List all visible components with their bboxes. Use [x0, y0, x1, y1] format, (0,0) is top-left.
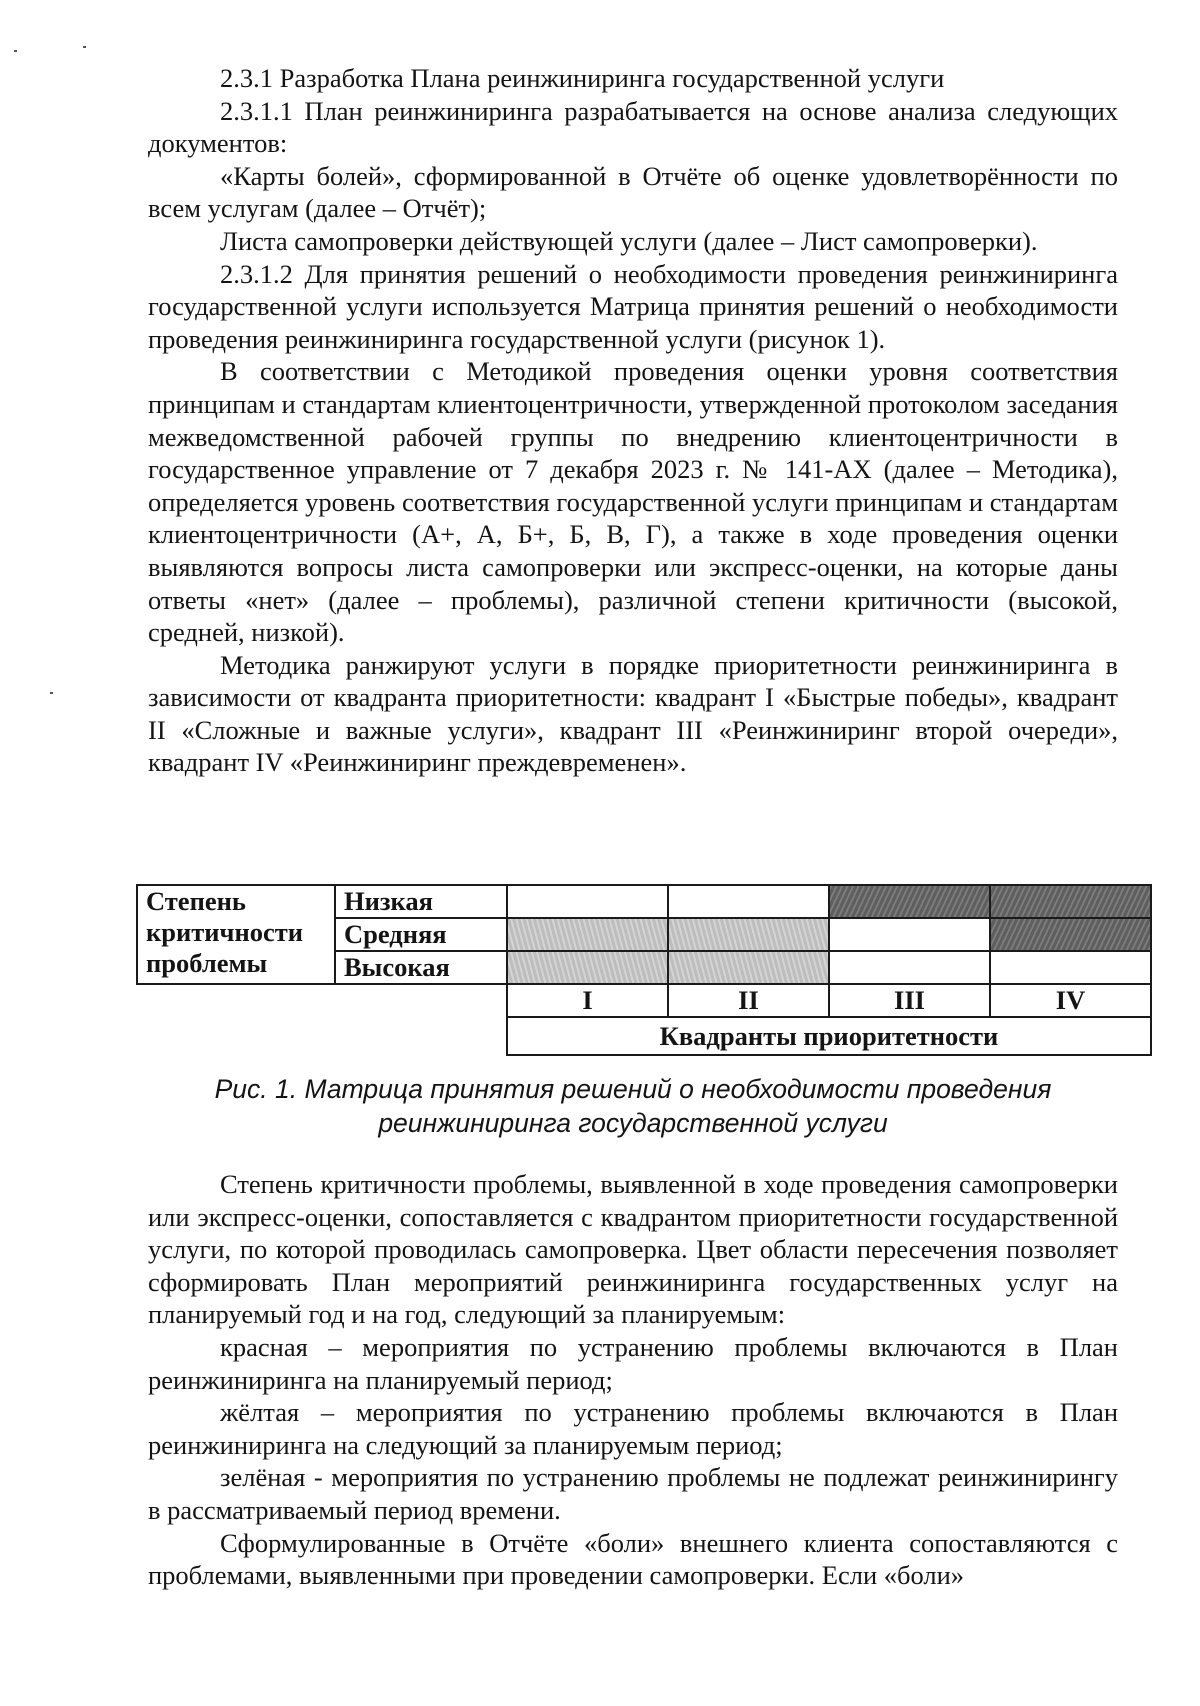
paragraph: В соответствии с Методикой проведения оценки уровня соответствия принципам и стандартам клиентоцентричности, утвержденной протоколом заседания межведомственной рабочей группы по внедрению клиентоцентричности в государственное управление от 7 декабря 2023 г. № 141-АХ (далее – Методика), определяется уровень соответствия государственной услуги принципам и стандартам клиентоцентричности (А+, А, Б+, Б, В, Г), а также в ходе проведения оценки выявляются вопросы листа самопроверки или экспресс-оценки, на которые даны ответы «нет» (далее – проблемы), различной степени критичности (высокой, средней, низкой).	[148, 356, 1118, 648]
figure-caption	[148, 1072, 1118, 1140]
criticality-header-line: Степень	[146, 886, 246, 916]
matrix-blank	[137, 984, 507, 1017]
caption-line: Рис. 1. Матрица принятия решений о необходимости проведения	[214, 1074, 1052, 1104]
caption-line: реинжиниринга государственной услуги	[378, 1108, 888, 1138]
criticality-header-line: критичности	[146, 917, 304, 947]
top-text	[148, 62, 1118, 779]
scan-speck	[83, 46, 86, 48]
paragraph: зелёная - мероприятия по устранению проблемы не подлежат реинжинирингу в рассматриваемый период времени.	[148, 1462, 1118, 1525]
matrix-cell	[507, 951, 668, 984]
matrix-cell	[990, 951, 1151, 984]
paragraph: Листа самопроверки действующей услуги (далее – Лист самопроверки).	[220, 225, 1038, 256]
level-low: Низкая	[335, 885, 507, 918]
level-high: Высокая	[335, 951, 507, 984]
matrix-cell	[507, 918, 668, 951]
paragraph: Методика ранжируют услуги в порядке приоритетности реинжиниринга в зависимости от квадранта приоритетности: квадрант I «Быстрые победы», квадрант II «Сложные и важные услуги», квадрант III «Реинжиниринг второй очереди», квадрант IV «Реинжиниринг преждевременен».	[148, 649, 1118, 778]
level-medium: Средняя	[335, 918, 507, 951]
decision-matrix	[136, 884, 1152, 1056]
scan-speck	[14, 50, 17, 52]
quadrant-label: II	[668, 984, 829, 1017]
paragraph: Степень критичности проблемы, выявленной в ходе проведения самопроверки или экспресс-оценки, сопоставляется с квадрантом приоритетности государственной услуги, по которой проводилась самопроверка. Цвет области пересечения позволяет сформировать План мероприятий реинжиниринга государственных услуг на планируемый год и на год, следующий за планируемым:	[148, 1169, 1118, 1330]
paragraph: «Карты болей», сформированной в Отчёте об оценке удовлетворённости по всем услугам (далее – Отчёт);	[148, 160, 1118, 224]
criticality-header	[137, 885, 335, 984]
matrix-cell	[668, 885, 829, 918]
scan-speck	[50, 692, 53, 694]
quadrant-label: I	[507, 984, 668, 1017]
paragraph: красная – мероприятия по устранению проблемы включаются в План реинжиниринга на планируемый период;	[148, 1331, 1118, 1395]
matrix-cell	[829, 951, 990, 984]
matrix-cell	[990, 918, 1151, 951]
matrix-cell	[829, 918, 990, 951]
quadrants-axis-label: Квадранты приоритетности	[507, 1017, 1151, 1055]
quadrant-label: III	[829, 984, 990, 1017]
paragraph: 2.3.1.2 Для принятия решений о необходимости проведения реинжиниринга государственной услуги используется Матрица принятия решений о необходимости проведения реинжиниринга государственной услуги (рисунок 1).	[148, 258, 1118, 354]
matrix-blank	[137, 1017, 507, 1055]
paragraph: жёлтая – мероприятия по устранению проблемы включаются в План реинжиниринга на следующий за планируемым период;	[148, 1397, 1118, 1460]
paragraph: 2.3.1.1 План реинжиниринга разрабатывается на основе анализа следующих документов:	[148, 95, 1118, 159]
matrix-cell	[829, 885, 990, 918]
section-heading: 2.3.1 Разработка Плана реинжиниринга государственной услуги	[220, 63, 945, 93]
matrix-cell	[668, 951, 829, 984]
bottom-text	[148, 1168, 1118, 1592]
matrix-cell	[668, 918, 829, 951]
quadrant-label: IV	[990, 984, 1151, 1017]
paragraph: Сформулированные в Отчёте «боли» внешнего клиента сопоставляются с проблемами, выявленными при проведении самопроверки. Если «боли»	[148, 1527, 1118, 1591]
criticality-header-line: проблемы	[146, 948, 268, 978]
matrix-cell	[507, 885, 668, 918]
matrix-cell	[990, 885, 1151, 918]
